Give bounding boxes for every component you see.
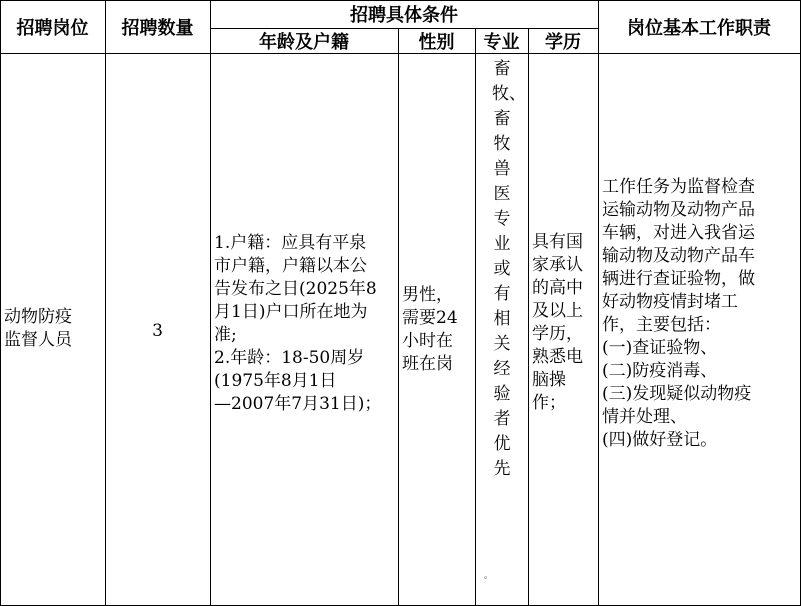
- header-major: 专业: [483, 31, 520, 53]
- header-conditions: 招聘具体条件: [350, 5, 458, 26]
- header-age-household: 年龄及户籍: [259, 31, 349, 53]
- cell-education: 具有国 家承认 的高中 及以上 学历， 熟悉电 脑操 作；: [532, 232, 583, 413]
- header-duties: 岗位基本工作职责: [627, 17, 771, 39]
- cell-gender: 男性， 需要24 小时在 班在岗: [402, 285, 458, 374]
- header-count: 招聘数量: [121, 17, 194, 39]
- col-divider-1: [105, 0, 106, 606]
- col-divider-3: [398, 28, 399, 606]
- header-divider-bottom: [0, 53, 801, 54]
- col-divider-4: [475, 28, 476, 606]
- cell-major-dot: 。: [484, 571, 494, 581]
- header-gender: 性别: [418, 31, 455, 53]
- col-divider-5: [528, 28, 529, 606]
- cell-position: 动物防疫 监督人员: [4, 307, 72, 350]
- col-divider-2: [210, 0, 211, 606]
- col-divider-6: [598, 0, 599, 606]
- cell-duties: 工作任务为监督检查 运输动物及动物产品 车辆，对进入我省运 输动物及动物产品车 辆进行查证验物，做 好动物疫情封堵工 作，主要包括： (一)查证验物、 (二)防疫消毒、 (三)发现疑似动物疫 情并处理、 (四)做好登记。: [602, 177, 755, 450]
- header-education: 学历: [545, 31, 581, 53]
- header-position: 招聘岗位: [16, 17, 89, 39]
- cell-major: 畜牧、畜牧兽医专业或有相关经验者优先: [492, 59, 526, 479]
- cell-age-household: 1.户籍：应具有平泉 市户籍，户籍以本公 告发布之日(2025年8 月1日)户口所在地为 准; 2.年龄：18-50周岁 (1975年8月1日 —2007年7月31日)；: [214, 233, 382, 414]
- table-border-left: [0, 0, 1, 606]
- cell-count: 3: [152, 321, 163, 341]
